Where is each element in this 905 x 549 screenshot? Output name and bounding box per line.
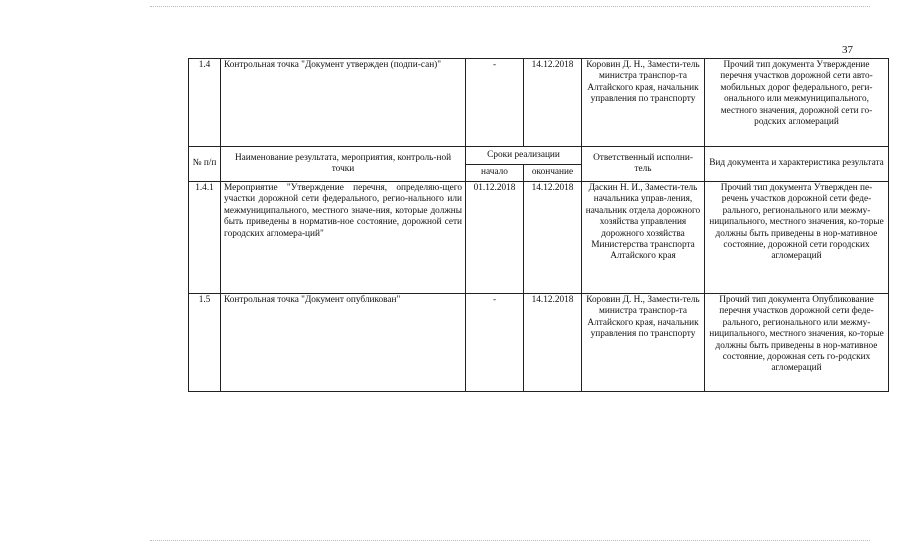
row-document: Прочий тип документа Утверждение перечня участков дорожной сети авто-мобильных дорог федерального, реги-онального или межмуниципального, местного значения, дорожной сети го-родских агломераций [705,59,889,147]
header-responsible: Ответственный исполни-тель [582,147,705,182]
header-name: Наименование результата, мероприятия, контроль-ной точки [221,147,466,182]
row-start-date: 01.12.2018 [466,182,524,294]
row-number: 1.5 [189,294,221,392]
row-start-date: - [466,294,524,392]
header-start: начало [466,165,524,182]
row-start-date: - [466,59,524,147]
row-end-date: 14.12.2018 [524,59,582,147]
row-name: Контрольная точка "Документ опубликован" [221,294,466,392]
header-num: № п/п [189,147,221,182]
scan-edge-bottom [150,540,870,541]
row-responsible: Коровин Д. Н., Замести-тель министра транспор-та Алтайского края, начальник управления по транспорту [582,294,705,392]
table-row [189,182,889,294]
header-end: окончание [524,165,582,182]
row-document: Прочий тип документа Опубликование перечня участков дорожной сети феде-рального, регионального или межму-ниципального, местного значения, ко-торые должны быть приведены в нор-мативное состояние, дорожная сеть го-родских агломераций [705,294,889,392]
row-name: Контрольная точка "Документ утвержден (подпи-сан)" [221,59,466,147]
header-row [189,147,889,165]
row-responsible: Даскин Н. И., Замести-тель начальника управ-ления, начальник отдела дорожного хозяйства управления дорожного хозяйства Министерства транспорта Алтайского края [582,182,705,294]
results-table [188,58,889,392]
row-responsible: Коровин Д. Н., Замести-тель министра транспор-та Алтайского края, начальник управления по транспорту [582,59,705,147]
row-number: 1.4.1 [189,182,221,294]
row-name: Мероприятие "Утверждение перечня, определяю-щего участки дорожной сети федерального, регио-нального или межмуниципального, местного значе-ния, которые должны быть приведены в норматив-ное состояние, дорожной сети городских агломера-ций" [221,182,466,294]
row-number: 1.4 [189,59,221,147]
scan-edge-top [150,6,870,7]
row-end-date: 14.12.2018 [524,182,582,294]
header-document: Вид документа и характеристика результата [705,147,889,182]
row-end-date: 14.12.2018 [524,294,582,392]
header-terms: Сроки реализации [466,147,582,165]
page-number: 37 [842,44,853,56]
row-document: Прочий тип документа Утвержден пе-речень участков дорожной сети феде-рального, регионального или межму-ниципального, местного значения, ко-торые должны быть приведены в нор-мативное состояние, дорожной сети городских агломераций [705,182,889,294]
table-row [189,59,889,147]
table-row [189,294,889,392]
